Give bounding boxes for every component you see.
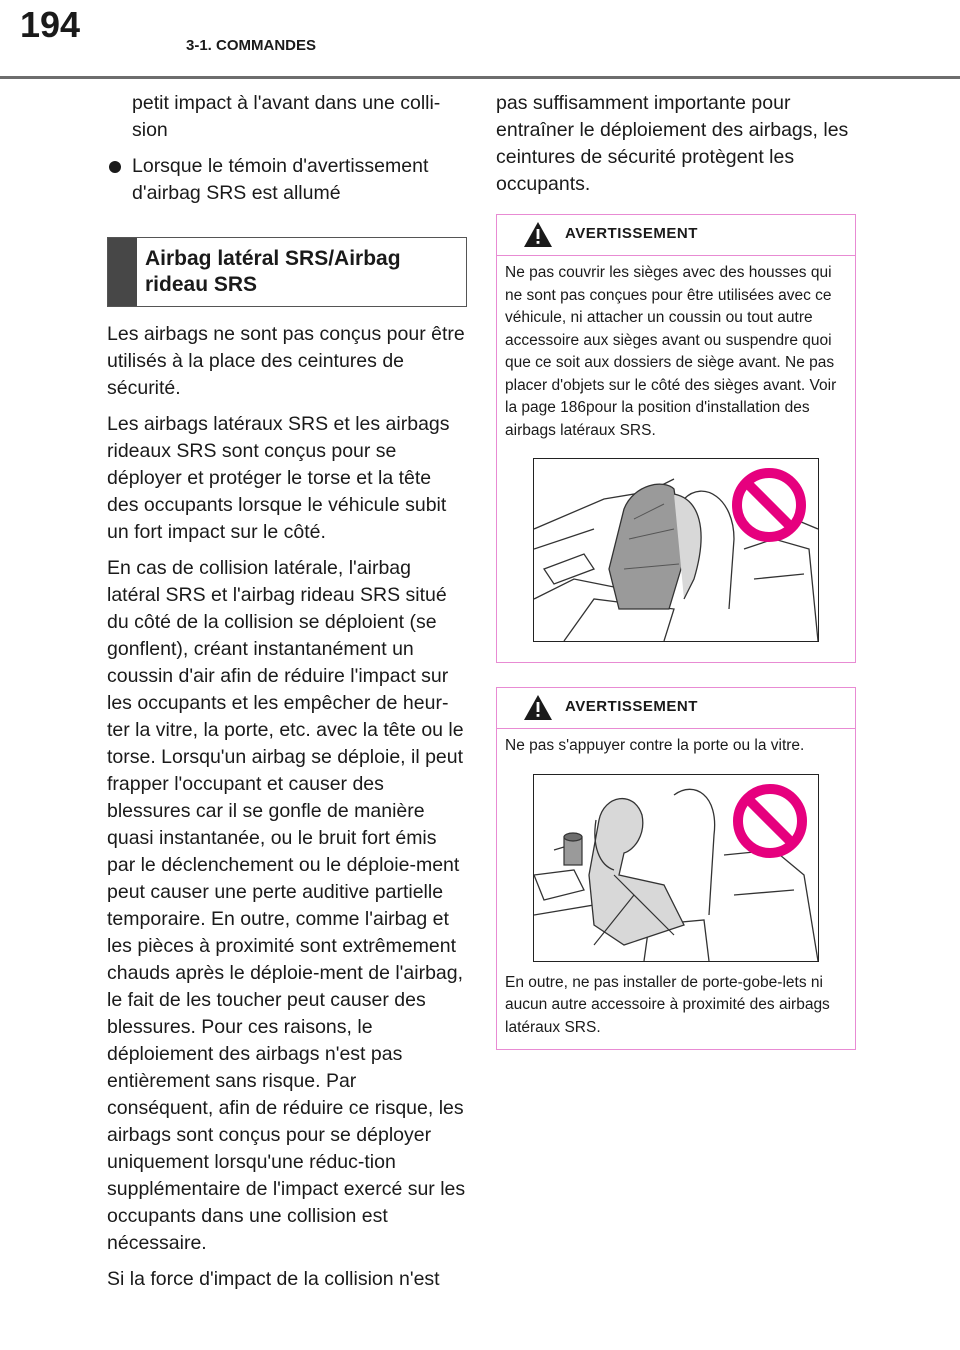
warning-text: En outre, ne pas installer de porte-gobe-lets ni aucun autre accessoire à proximité des airbags latéraux SRS. xyxy=(505,973,830,1036)
heading-bar xyxy=(108,238,137,306)
paragraph-continued: petit impact à l'avant dans une colli-sion xyxy=(132,92,441,141)
page-number: 194 xyxy=(20,4,81,45)
warning-header xyxy=(497,215,855,256)
bullet-icon xyxy=(109,161,121,173)
paragraph: Les airbags ne sont pas conçus pour être utilisés à la place des ceintures de sécurité. xyxy=(107,323,465,399)
cup-holder-icon xyxy=(554,833,582,865)
leaning-occupant-illustration xyxy=(533,774,819,962)
paragraph: Les airbags latéraux SRS et les airbags rideaux SRS sont conçus pour se déployer et protéger le torse et la tête des occupants lorsque le véhicule subit un fort impact sur le côté. xyxy=(107,413,450,543)
warning-box-1 xyxy=(496,214,856,663)
right-column xyxy=(496,90,856,1050)
warning-triangle-icon xyxy=(523,694,553,721)
header-rule xyxy=(0,76,960,79)
warning-text: Ne pas couvrir les sièges avec des housses qui ne sont pas conçues pour être utilisées avec ce véhicule, ni attacher un coussin ou tout autre accessoire aux sièges avant ou suspendre quoi que ce soit aux dossiers de siège avant. Ne pas placer d'objets sur le côté des sièges avant. Voir la page 186pour la position d'installation des airbags latéraux SRS. xyxy=(505,264,837,439)
seat-cover-illustration xyxy=(533,458,819,642)
section-heading: Airbag latéral SRS/Airbag rideau SRS xyxy=(145,247,401,296)
warning-title: AVERTISSEMENT xyxy=(565,698,698,715)
warning-header xyxy=(497,688,855,729)
warning-text: Ne pas s'appuyer contre la porte ou la vitre. xyxy=(505,737,805,754)
section-heading-box xyxy=(107,237,467,307)
page-header xyxy=(0,0,960,80)
paragraph: En cas de collision latérale, l'airbag latéral SRS et l'airbag rideau SRS situé du côté de la collision se déploient (se gonflent), créant instantanément un coussin d'air afin de réduire l'impact sur les occupants et les empêcher de heur-ter la vitre, la porte, etc. avec la tête ou le torse. Lorsqu'un airbag se déploie, il peut frapper l'occupant et causer des blessures car il se gonfle de manière quasi instantanée, ou le bruit fort émis par le déclenchement ou le déploie-ment peut causer une perte auditive partielle temporaire. En outre, comme l'airbag et les pièces à proximité sont extrêmement chauds après le déploie-ment de l'airbag, le fait de les toucher peut causer des blessures. Pour ces raisons, le déploiement des airbags n'est pas entièrement sans risque. Par conséquent, afin de réduire ce risque, les airbags sont conçus pour se déployer uniquement lorsqu'une réduc-tion supplémentaire de l'impact exercé sur les occupants dans une collision est nécessaire. xyxy=(107,557,466,1254)
paragraph: pas suffisamment importante pour entraîner le déploiement des airbags, les ceintures de sécurité protègent les occupants. xyxy=(496,92,849,195)
warning-body xyxy=(497,256,855,662)
warning-box-2 xyxy=(496,687,856,1050)
warning-body xyxy=(497,729,855,1049)
warning-triangle-icon xyxy=(523,221,553,248)
bullet-text: Lorsque le témoin d'avertissement d'airbag SRS est allumé xyxy=(132,155,429,204)
left-column xyxy=(107,90,467,1302)
paragraph: Si la force d'impact de la collision n'est xyxy=(107,1268,440,1290)
warning-title: AVERTISSEMENT xyxy=(565,225,698,242)
section-title: 3-1. COMMANDES xyxy=(186,37,317,54)
prohibition-icon xyxy=(738,789,802,853)
prohibition-icon xyxy=(737,473,801,537)
bullet-item xyxy=(107,153,467,207)
